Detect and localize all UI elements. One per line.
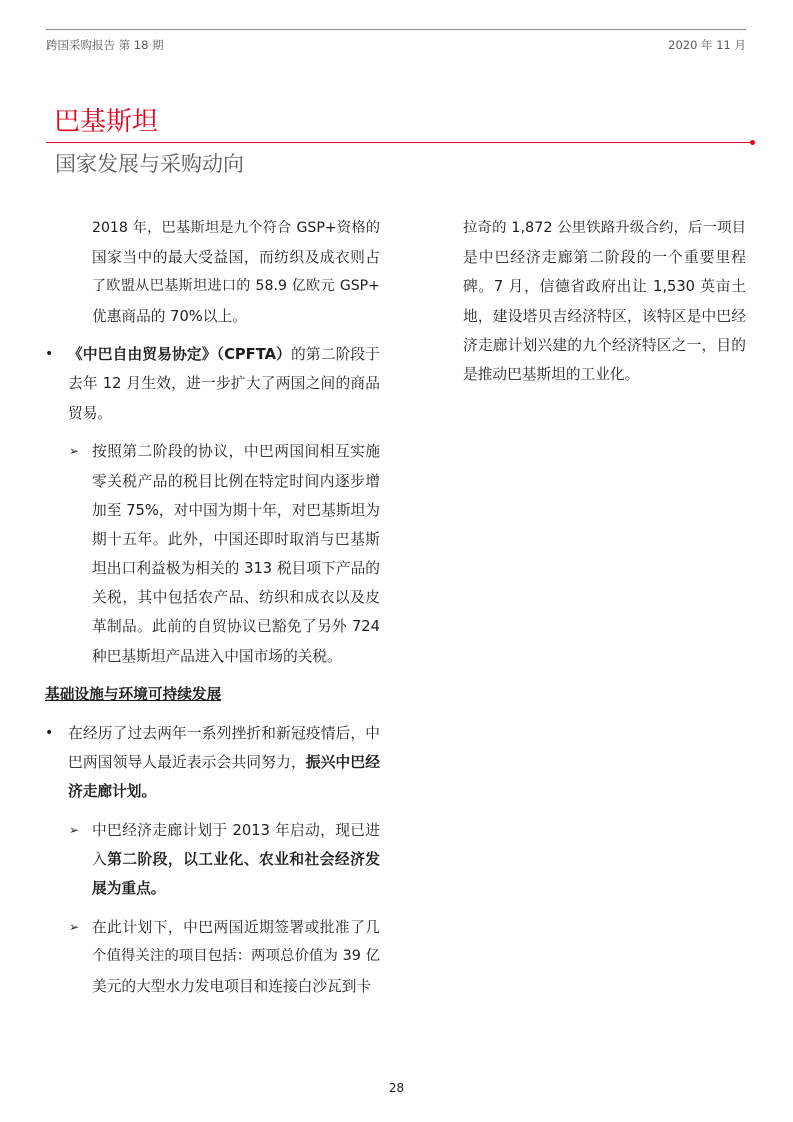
text-run: 国家当中的最大受益国，而纺织及成衣则占 [92,249,380,267]
text-line [92,525,380,554]
text-line [92,302,380,331]
title-rule [46,142,750,143]
bold-text: 第二阶段，以工业化、农业和社会经济发 [107,851,380,869]
text-run: 拉奇的 1,872 公里铁路升级合约，后一项目 [463,220,746,236]
text-run: 个值得关注的项目包括：两项总价值为 39 亿 [92,948,380,965]
text-run: 碑。7 月，信德省政府出让 1,530 英亩土 [463,278,746,296]
text-run: 加至 75%，对中国为期十年，对巴基斯坦为 [92,501,380,519]
text-line [92,816,380,845]
arrow-bullet-icon: ➢ [69,444,80,459]
sub-bullet-item [45,913,380,1001]
bullet-item [45,340,380,428]
text-run: 在经历了过去两年一系列挫折和新冠疫情后，中 [68,725,380,742]
text-line [68,369,380,398]
text-run: 地，建设塔贝吉经济特区，该特区是中巴经 [463,307,746,325]
text-line [92,642,380,671]
text-run: 的第二阶段于 [290,346,380,364]
paragraph [45,214,380,331]
text-run: 是中巴经济走廊第二阶段的一个重要里程 [463,249,746,267]
text-run: 是推动巴基斯坦的工业化。 [463,365,640,383]
text-run: 在此计划下，中巴两国近期签署或批准了几 [92,919,380,937]
text-run: 种巴基斯坦产品进入中国市场的关税。 [92,647,342,665]
text-line [92,612,380,641]
text-line [68,748,380,777]
text-run: 了欧盟从巴基斯坦进口的 58.9 亿欧元 GSP+ [92,278,380,295]
text-line [92,496,380,525]
bold-text: 振兴中巴经 [305,754,380,772]
section-subtitle: 国家发展与采购动向 [55,152,244,176]
country-title: 巴基斯坦 [54,107,159,137]
right-column [463,214,746,399]
text-line [92,845,380,874]
text-line [92,467,380,496]
text-run: 巴两国领导人最近表示会共同努力， [68,754,306,772]
text-line [463,272,746,301]
text-line [92,243,380,272]
text-run: 按照第二阶段的协议，中巴两国间相互实施 [92,443,380,461]
bold-text: 济走廊计划。 [68,783,157,801]
text-run: 坦出口利益极为相关的 313 税目项下产品的 [92,560,380,578]
header-date: 2020 年 11 月 [668,38,746,52]
header-report-issue: 跨国采购报告 第 18 期 [46,38,164,52]
text-line [92,272,380,301]
text-run: 中巴经济走廊计划于 2013 年启动，现已进 [92,822,380,840]
text-run: 济走廊计划兴建的九个经济特区之一，目的 [463,336,746,354]
text-run: 去年 12 月生效，进一步扩大了两国之间的商品 [68,375,380,393]
text-line [45,680,380,709]
bullet-dot-icon: • [45,725,54,741]
text-run: 贸易。 [68,404,113,422]
text-run: 2018 年，巴基斯坦是九个符合 GSP+资格的 [92,220,380,236]
text-line [68,340,380,369]
text-run: 革制品。此前的自贸协议已豁免了另外 724 [92,618,380,636]
bold-text: 展为重点。 [92,880,166,898]
text-line [463,360,746,389]
text-line [92,942,380,971]
text-line [92,437,380,466]
text-run: 期十五年。此外，中国还即时取消与巴基斯 [92,530,380,548]
text-line [463,243,746,272]
bullet-item [45,719,380,807]
text-line [92,554,380,583]
sub-bullet-item [45,816,380,904]
text-line [463,302,746,331]
header-rule [46,29,746,30]
text-line [68,777,380,806]
text-line [92,972,380,1001]
sub-bullet-item [45,437,380,671]
arrow-bullet-icon: ➢ [69,920,80,935]
text-run: 关税，其中包括农产品、纺织和成衣以及皮 [92,589,380,607]
bold-text: 《中巴自由贸易协定》（CPFTA） [68,346,291,364]
bullet-dot-icon: • [45,346,54,363]
page-number: 28 [388,1081,405,1095]
text-line [463,331,746,360]
text-run: 入 [92,851,108,869]
text-line [68,399,380,428]
text-line [463,214,746,243]
section-heading [45,680,380,709]
text-line [92,214,380,243]
left-column [45,214,380,1010]
text-line [92,913,380,942]
text-line [92,583,380,612]
title-rule-dot [750,140,755,145]
text-run: 零关税产品的税目比例在特定时间内逐步增 [92,472,380,490]
text-run: 美元的大型水力发电项目和连接白沙瓦到卡 [92,977,372,995]
text-run: 优惠商品的 70%以上。 [92,307,247,325]
paragraph [463,214,746,389]
text-line [92,874,380,903]
bold-text: 基础设施与环境可持续发展 [45,686,222,704]
text-line [68,719,380,748]
running-header [46,36,746,54]
arrow-bullet-icon: ➢ [69,823,80,838]
